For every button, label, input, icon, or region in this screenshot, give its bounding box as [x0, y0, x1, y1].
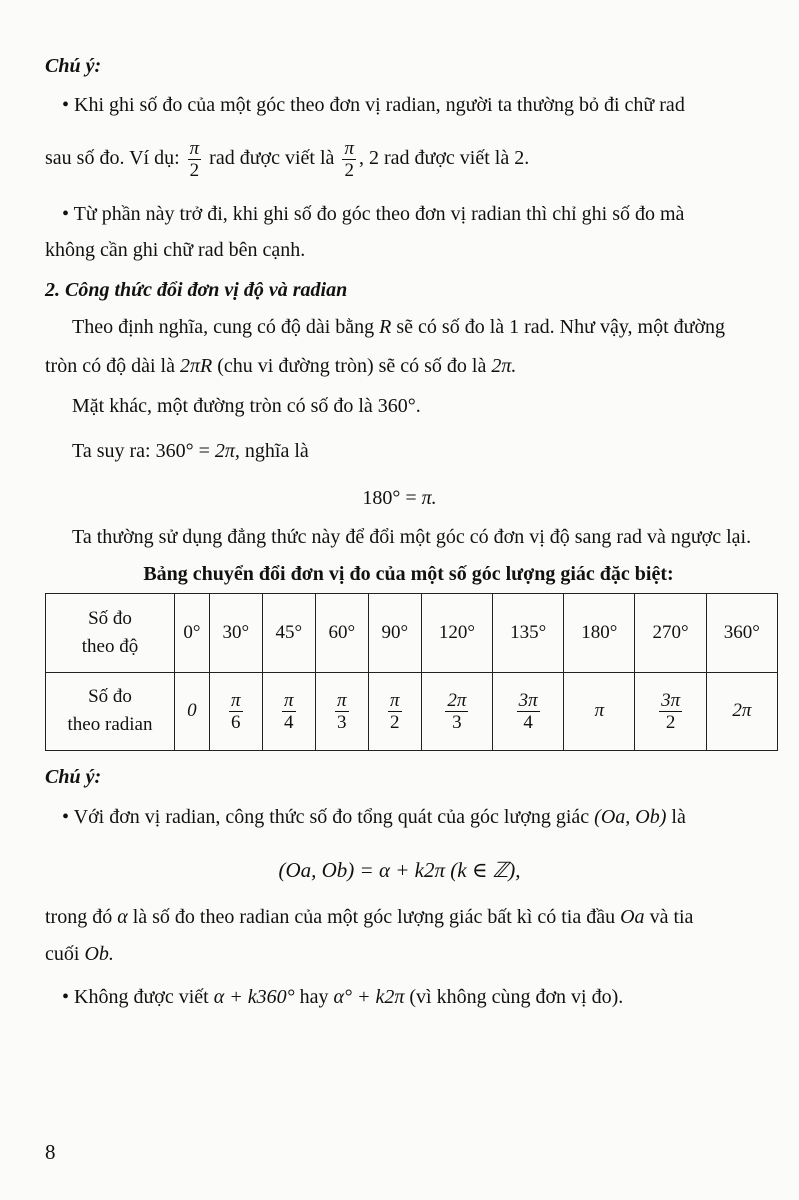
- text-segment: là: [671, 806, 686, 828]
- radian-cell: [706, 672, 777, 751]
- text-segment: , 2 rad được viết là 2.: [358, 147, 530, 170]
- frac-num: π: [231, 689, 241, 711]
- frac-den: 6: [231, 711, 241, 733]
- row-header-line: theo độ: [81, 635, 139, 657]
- frac-num: π: [284, 689, 294, 711]
- radian-fraction: [282, 690, 296, 733]
- math-2pi: 2π.: [491, 355, 517, 377]
- degree-cell: 180°: [564, 594, 635, 673]
- text-segment: • Với đơn vị radian, công thức số đo tổng quát của góc lượng giác: [62, 806, 590, 828]
- radian-cell: [564, 672, 635, 751]
- note1-bullet1-line1: • Khi ghi số đo của một góc theo đơn vị radian, người ta thường bỏ đi chữ rad: [62, 94, 685, 116]
- degree-cell: 270°: [635, 594, 706, 673]
- text-segment: trong đó: [45, 906, 113, 928]
- radian-cell: [175, 672, 210, 751]
- math-alpha-deg-plus-k2pi: α° + k2π: [333, 986, 405, 1008]
- radian-fraction: [335, 690, 349, 733]
- text-segment: rad được viết là: [209, 147, 335, 170]
- radian-value: π: [594, 700, 605, 722]
- note1-bullet1-line2: [45, 138, 799, 181]
- degree-cell: 135°: [493, 594, 564, 673]
- text-segment: hay: [299, 986, 329, 1008]
- note1-bullet2-line1: • Từ phần này trở đi, khi ghi số đo góc theo đơn vị radian thì chỉ ghi số đo mà: [62, 203, 685, 225]
- section2-paragraph5: Ta thường sử dụng đẳng thức này để đổi một góc có đơn vị độ sang rad và ngược lại.: [72, 526, 752, 548]
- frac-den: 2: [665, 711, 676, 733]
- radian-fraction: [659, 690, 682, 733]
- section2-paragraph2: [45, 352, 799, 380]
- general-formula: (Oa, Ob) = α + k2π (k ∈ ℤ),: [278, 858, 521, 882]
- math-oa: Oa: [620, 906, 645, 928]
- section2-paragraph1: [72, 313, 799, 341]
- section-heading: 2. Công thức đổi đơn vị độ và radian: [45, 279, 348, 301]
- radian-value: 2π: [732, 700, 752, 722]
- conversion-table: [45, 593, 778, 751]
- text-segment: Ta suy ra: 360° =: [72, 440, 210, 462]
- frac-num: 3π: [661, 689, 681, 711]
- formula-180-equals-pi: [0, 484, 799, 512]
- text-segment: (chu vi đường tròn) sẽ có số đo là: [217, 355, 487, 377]
- radian-fraction: [445, 690, 468, 733]
- math-circumference: 2πR: [179, 355, 213, 377]
- radian-cell: [635, 672, 706, 751]
- frac-den: 2: [344, 160, 354, 181]
- frac-den: 4: [523, 711, 533, 733]
- text-segment: sẽ có số đo là 1 rad. Như vậy, một đường: [396, 316, 726, 338]
- note-heading-1: Chú ý:: [45, 55, 102, 77]
- table-row-degrees: [46, 594, 778, 673]
- frac-den: 2: [390, 711, 400, 733]
- frac-num: 2π: [447, 689, 467, 711]
- note2-line3: [45, 903, 799, 931]
- degree-cell: 45°: [262, 594, 315, 673]
- table-title: Bảng chuyển đổi đơn vị đo của một số góc lượng giác đặc biệt:: [143, 563, 674, 585]
- math-pi: π.: [421, 487, 437, 509]
- text-segment: tròn có độ dài là: [45, 355, 175, 377]
- note2-bullet1: [62, 803, 799, 831]
- degree-cell: 360°: [706, 594, 777, 673]
- note1-bullet2-line2: không cần ghi chữ rad bên cạnh.: [45, 239, 306, 261]
- page-number: 8: [45, 1140, 56, 1164]
- radian-cell: [315, 672, 368, 751]
- row-header-line: Số đo: [88, 686, 132, 708]
- frac-den: 2: [189, 160, 200, 181]
- radian-fraction: [229, 690, 243, 733]
- math-alpha: α: [117, 906, 128, 928]
- math-ob: Ob.: [84, 943, 114, 965]
- text-segment: và tia: [649, 906, 694, 928]
- radian-cell: [368, 672, 421, 751]
- radian-fraction: [388, 690, 402, 733]
- section2-paragraph3: Mặt khác, một đường tròn có số đo là 360°.: [72, 395, 421, 417]
- radian-cell: [262, 672, 315, 751]
- frac-num: π: [189, 138, 200, 159]
- frac-num: 3π: [518, 689, 538, 711]
- radian-value: 0: [187, 700, 197, 722]
- row-header-line: Số đo: [88, 607, 132, 629]
- frac-num: π: [337, 689, 347, 711]
- math-2pi: 2π,: [214, 440, 240, 462]
- text-segment: nghĩa là: [244, 440, 309, 462]
- frac-den: 3: [452, 711, 462, 733]
- fraction-pi-over-2: [342, 138, 356, 181]
- text-segment: là số đo theo radian của một góc lượng giác bất kì có tia đầu: [132, 906, 616, 928]
- row-header-degrees: [46, 594, 175, 673]
- row-header-radians: [46, 672, 175, 751]
- radian-fraction: [517, 690, 540, 733]
- text-segment: cuối: [45, 943, 80, 965]
- text-segment: • Không được viết: [62, 986, 209, 1008]
- text-segment: sau số đo. Ví dụ:: [45, 147, 180, 170]
- degree-cell: 90°: [368, 594, 421, 673]
- section2-paragraph4: [72, 437, 799, 465]
- radian-cell: [493, 672, 564, 751]
- table-row-radians: [46, 672, 778, 751]
- note2-bullet2: [62, 983, 799, 1011]
- math-R: R: [379, 316, 392, 338]
- text-segment: 180° =: [362, 487, 417, 509]
- math-alpha-plus-k360: α + k360°: [213, 986, 295, 1008]
- math-angle-oa-ob: (Oa, Ob): [594, 806, 667, 828]
- radian-cell: [209, 672, 262, 751]
- degree-cell: 60°: [315, 594, 368, 673]
- frac-den: 4: [284, 711, 294, 733]
- text-segment: (vì không cùng đơn vị đo).: [409, 986, 624, 1008]
- fraction-pi-over-2: [188, 138, 202, 181]
- note2-line4: [45, 940, 799, 968]
- radian-cell: [421, 672, 492, 751]
- degree-cell: 0°: [175, 594, 210, 673]
- row-header-line: theo radian: [67, 714, 153, 736]
- text-segment: Theo định nghĩa, cung có độ dài bằng: [72, 316, 375, 338]
- frac-num: π: [390, 689, 400, 711]
- frac-den: 3: [337, 711, 347, 733]
- frac-num: π: [344, 138, 354, 159]
- degree-cell: 120°: [421, 594, 492, 673]
- degree-cell: 30°: [209, 594, 262, 673]
- note-heading-2: Chú ý:: [45, 766, 102, 788]
